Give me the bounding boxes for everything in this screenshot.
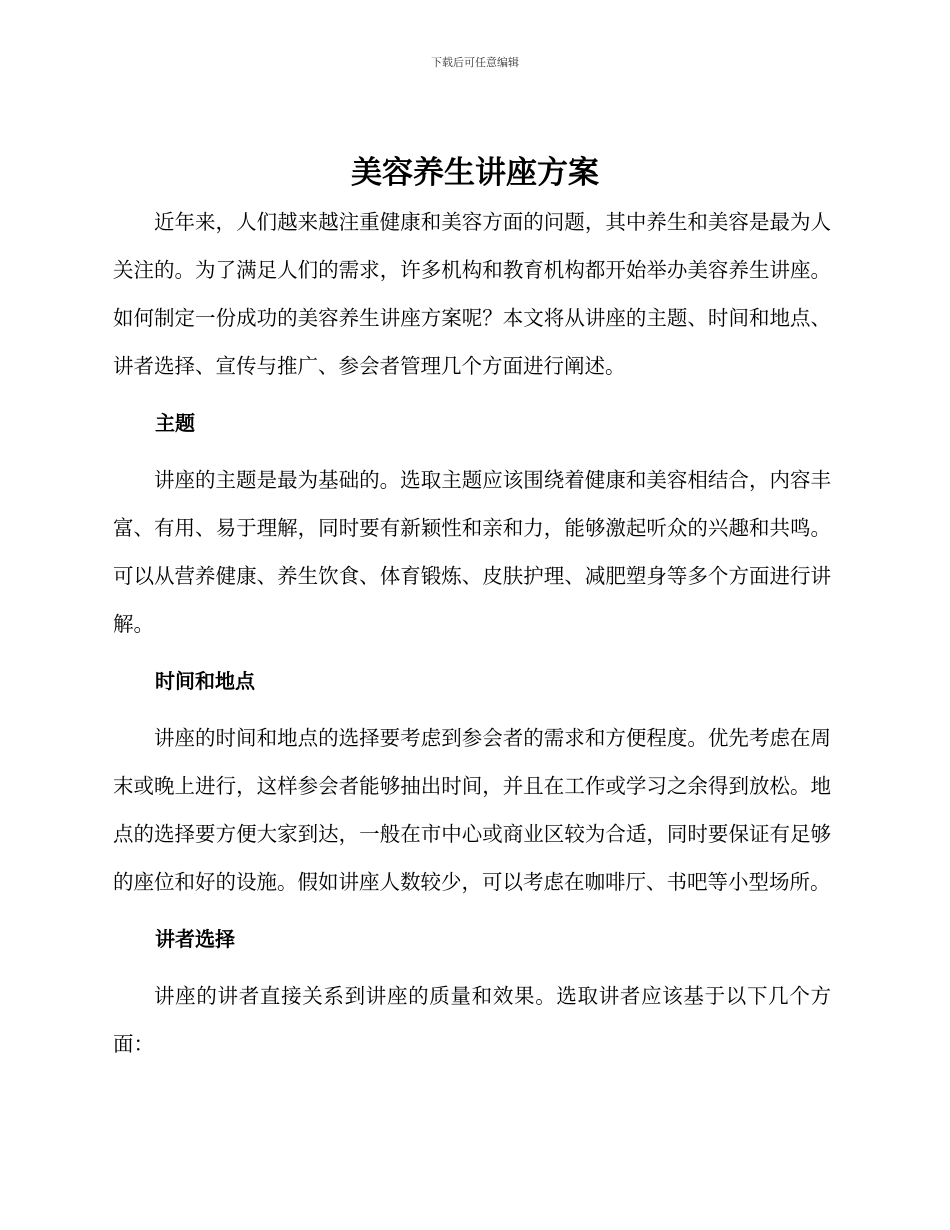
section-body-time-place: 讲座的时间和地点的选择要考虑到参会者的需求和方便程度。优先考虑在周末或晚上进行，这样参会者能够抽出时间，并且在工作或学习之余得到放松。地点的选择要方便大家到达，一般在市中心或商业区较为合适，同时要保证有足够的座位和好的设施。假如讲座人数较少，可以考虑在咖啡厅、书吧等小型场所。 bbox=[113, 726, 831, 894]
section-heading-theme: 主题 bbox=[155, 411, 195, 435]
section-heading-time-place: 时间和地点 bbox=[155, 669, 255, 693]
intro-paragraph: 近年来，人们越来越注重健康和美容方面的问题，其中养生和美容是最为人关注的。为了满足人们的需求，许多机构和教育机构都开始举办美容养生讲座。如何制定一份成功的美容养生讲座方案呢？本文将从讲座的主题、时间和地点、讲者选择、宣传与推广、参会者管理几个方面进行阐述。 bbox=[113, 210, 831, 378]
section-body-theme: 讲座的主题是最为基础的。选取主题应该围绕着健康和美容相结合，内容丰富、有用、易于理解，同时要有新颖性和亲和力，能够激起听众的兴趣和共鸣。可以从营养健康、养生饮食、体育锻炼、皮肤护理、减肥塑身等多个方面进行讲解。 bbox=[113, 468, 831, 636]
section-heading-speaker: 讲者选择 bbox=[155, 927, 235, 951]
document-body bbox=[113, 198, 831, 1068]
header-note: 下载后可任意编辑 bbox=[431, 56, 519, 69]
section-body-speaker: 讲座的讲者直接关系到讲座的质量和效果。选取讲者应该基于以下几个方面： bbox=[113, 984, 831, 1056]
document-title: 美容养生讲座方案 bbox=[351, 155, 599, 191]
